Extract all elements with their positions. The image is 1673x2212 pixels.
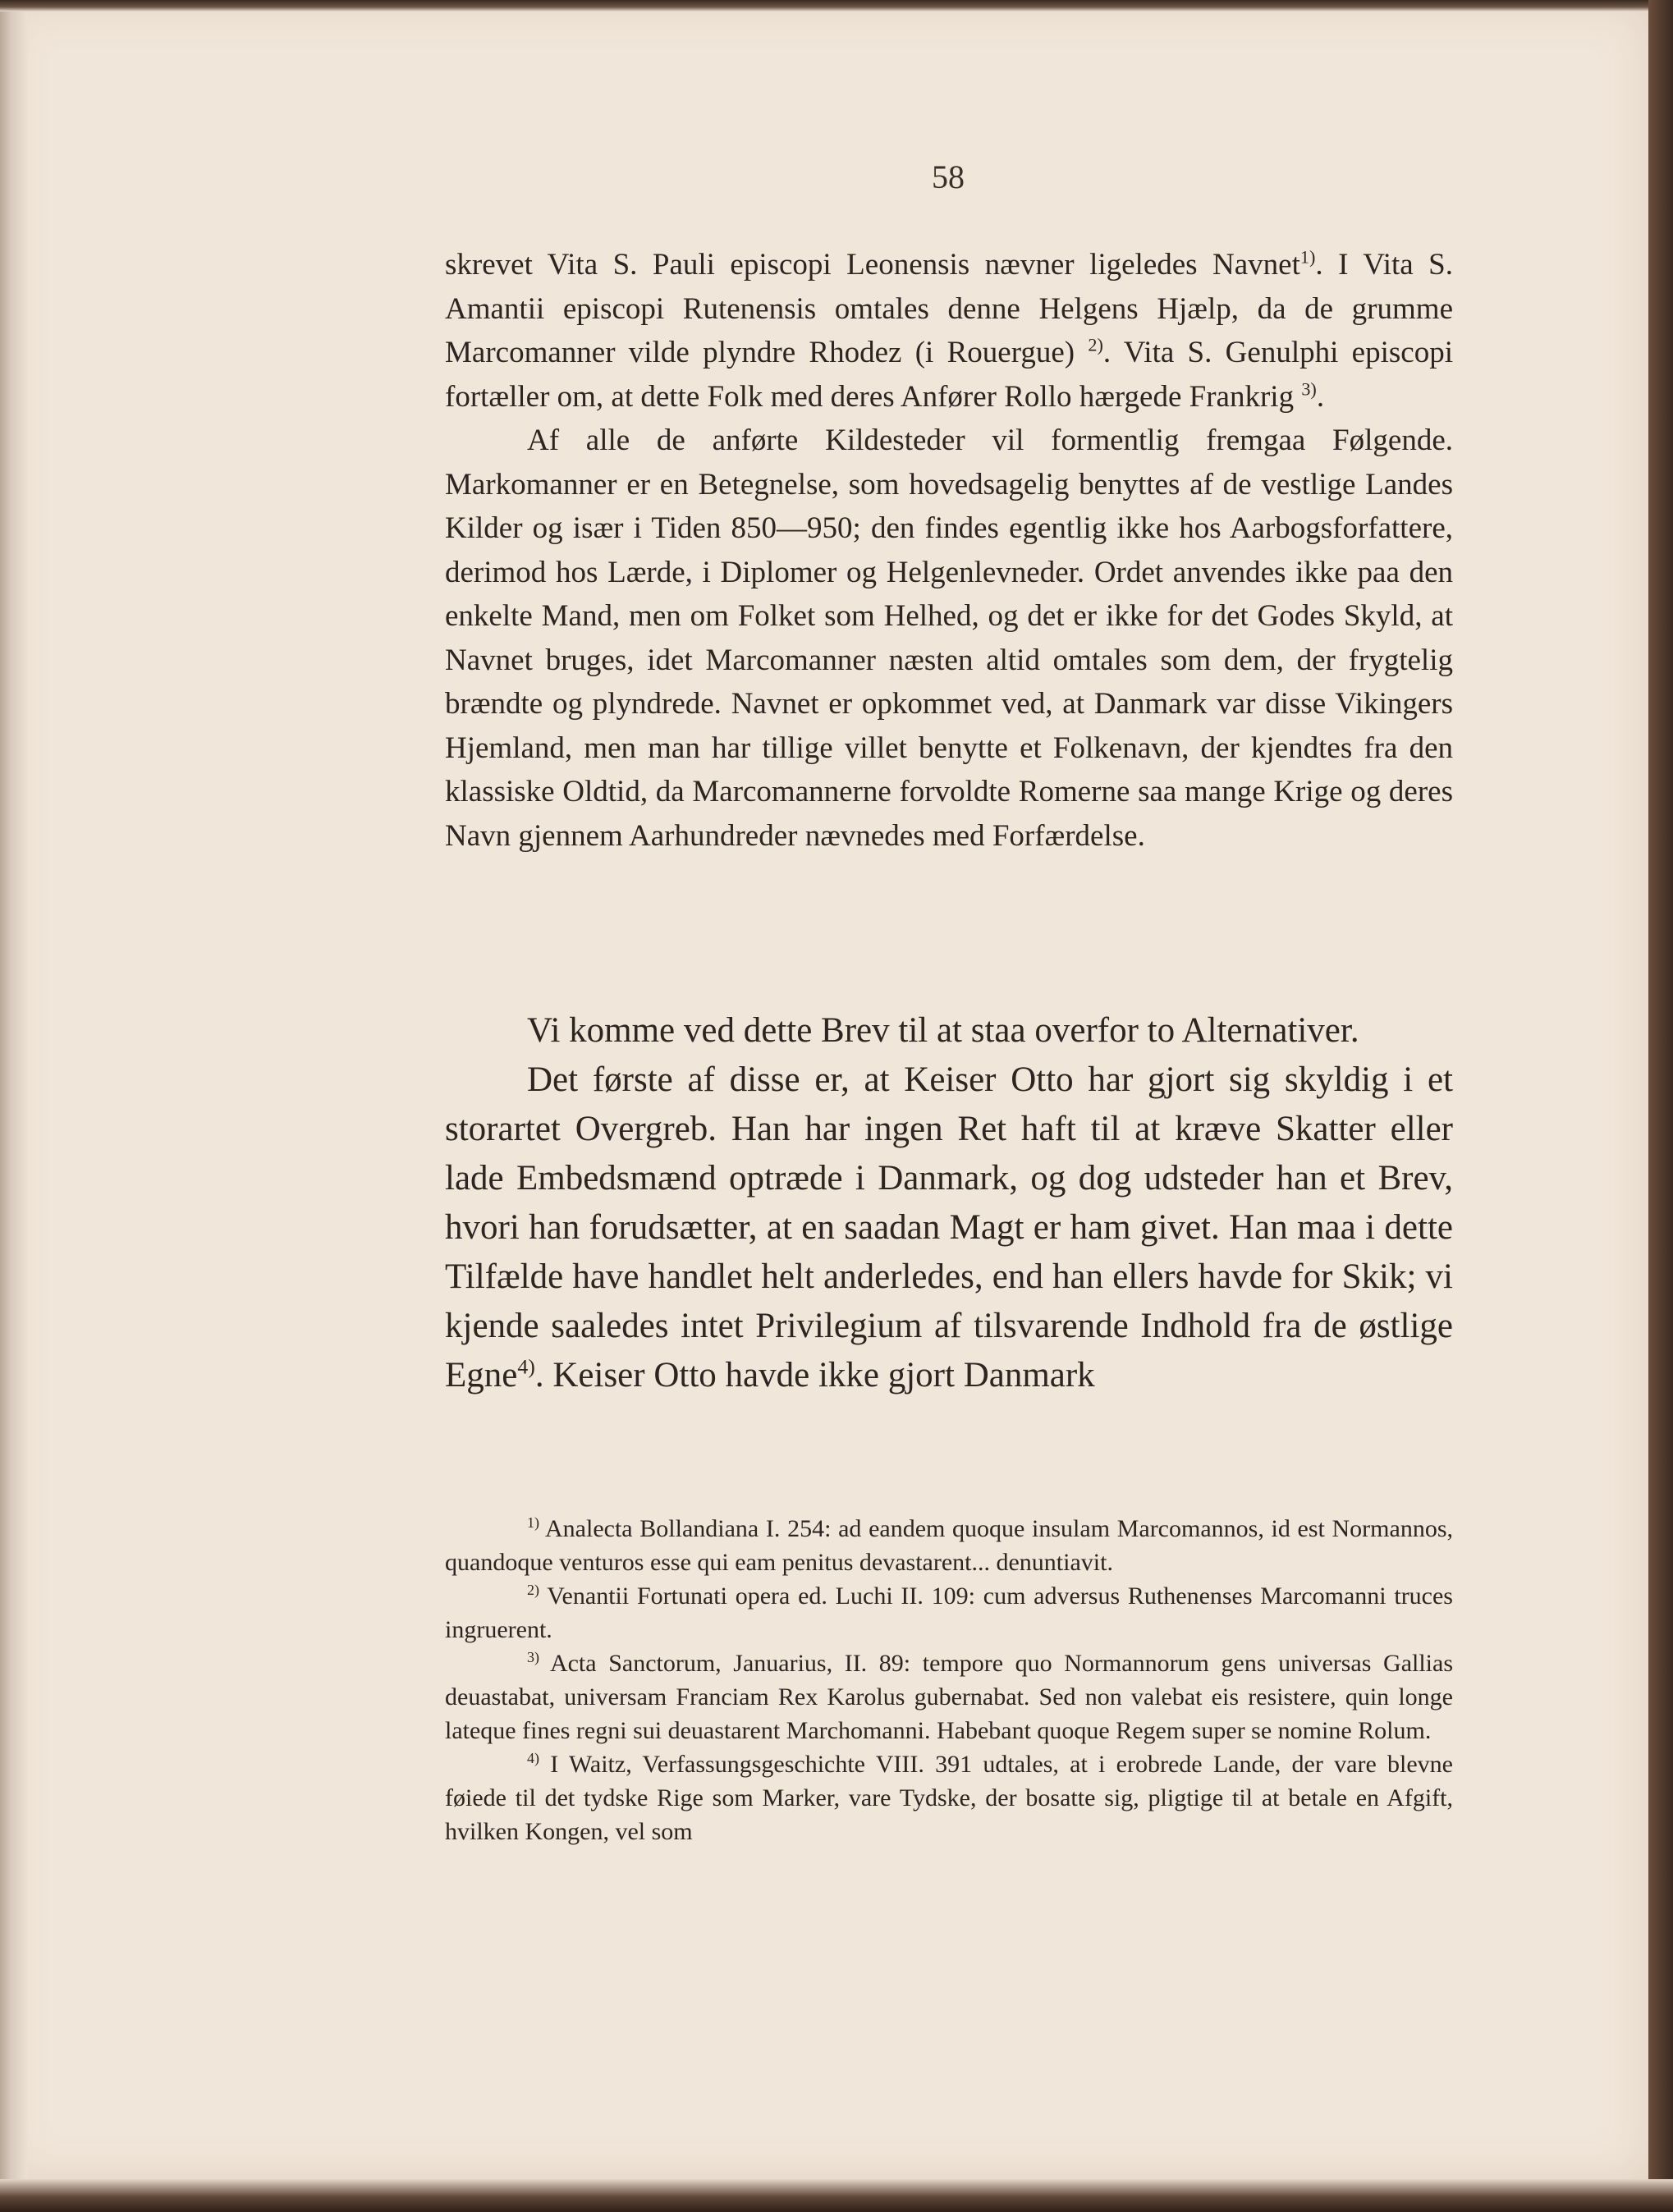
footnote-4 bbox=[445, 1747, 1453, 1848]
footnote-mark-2: 2) bbox=[527, 1582, 539, 1599]
footnote-2-text: Venantii Fortunati opera ed. Luchi II. 109: cum adversus Ruthenenses Marcomanni truces ingruerent. bbox=[445, 1582, 1453, 1643]
paragraph-4 bbox=[445, 1056, 1453, 1400]
paragraph-1-text-cont2: . Vita S. Genulphi episcopi fortæller om, at dette Folk med deres Anfører Rollo hærgede Frankrig bbox=[445, 336, 1453, 414]
footnote-1 bbox=[445, 1512, 1453, 1579]
body-text-lower bbox=[445, 1006, 1453, 1400]
page-number: 58 bbox=[932, 158, 965, 195]
page-gutter bbox=[0, 0, 28, 2183]
page-top-edge bbox=[0, 0, 1673, 11]
footnote-1-text: Analecta Bollandiana I. 254: ad eandem quoque insulam Marcomannos, id est Normannos, quandoque venturos esse qui eam penitus devastarent... denuntiavit. bbox=[445, 1515, 1453, 1576]
footnote-2 bbox=[445, 1579, 1453, 1646]
paragraph-4-text-end: . Keiser Otto havde ikke gjort Danmark bbox=[534, 1356, 1095, 1395]
footnotes bbox=[445, 1512, 1453, 1848]
book-cover-edge bbox=[1648, 0, 1673, 2212]
footnote-mark-4: 4) bbox=[527, 1750, 539, 1767]
footnote-4-text: I Waitz, Verfassungsgeschichte VIII. 391 udtales, at i erobrede Lande, der vare blevne føiede til det tydske Rige som Marker, vare Tydske, der bosatte sig, pligtige til at betale en Afgift, hvilken Kongen, vel som bbox=[445, 1751, 1453, 1845]
footnote-3-text: Acta Sanctorum, Januarius, II. 89: tempore quo Normannorum gens universas Gallias deuastabat, universam Franciam Rex Karolus gubernabat. Sed non valebat eis resistere, quin longe lateque fines regni sui deuastarent Marchomanni. Habebant quoque Regem super se nomine Rolum. bbox=[445, 1650, 1453, 1744]
footnote-mark-3: 3) bbox=[527, 1649, 539, 1666]
paragraph-3: Vi komme ved dette Brev til at staa overfor to Alternativer. bbox=[527, 1011, 1359, 1050]
paragraph-4-text: Det første af disse er, at Keiser Otto har gjort sig skyldig i et storartet Overgreb. Han har ingen Ret haft til at kræve Skatter eller lade Embedsmænd optræde i Danmark, og dog udsteder han et Brev, hvori han forudsætter, at en saadan Magt er ham givet. Han maa i dette Tilfælde have handlet helt anderledes, end han ellers havde for Skik; vi kjende saaledes intet Privilegium af tilsvarende Indhold fra de østlige Egne bbox=[445, 1060, 1453, 1395]
paragraph-1 bbox=[445, 243, 1453, 419]
paragraph-1-text: skrevet Vita S. Pauli episcopi Leonensis nævner ligeledes Navnet bbox=[445, 248, 1300, 282]
footnote-ref-3: 3) bbox=[1301, 378, 1317, 400]
paragraph-2: Af alle de anførte Kildesteder vil formentlig fremgaa Følgende. Markomanner er en Betegnelse, som hovedsagelig benyttes af de vestlige Landes Kilder og især i Tiden 850—950; den findes egentlig ikke hos Aarbogsforfattere, derimod hos Lærde, i Diplomer og Helgenlevneder. Ordet anvendes ikke paa den enkelte Mand, men om Folket som Helhed, og det er ikke for det Godes Skyld, at Navnet bruges, idet Marcomanner næsten altid omtales som dem, der frygtelig brændte og plyndrede. Navnet er opkommet ved, at Danmark var disse Vikingers Hjemland, men man har tillige villet benytte et Folkenavn, der kjendtes fra den klassiske Oldtid, da Marcomannerne forvoldte Romerne saa mange Krige og deres Navn gjennem Aarhundreder nævnedes med Forfærdelse. bbox=[445, 424, 1453, 853]
footnote-ref-4: 4) bbox=[517, 1354, 535, 1379]
footnote-ref-2: 2) bbox=[1088, 334, 1103, 355]
paragraph-1-text-end: . bbox=[1316, 379, 1325, 414]
body-text-upper bbox=[445, 243, 1453, 858]
footnote-ref-1: 1) bbox=[1299, 246, 1316, 268]
paragraph-1-text-cont: . I Vita S. Amantii episcopi Rutenensis omtales denne Helgens Hjælp, da de grumme Marcomanner vilde plyndre Rhodez (i Rouergue) bbox=[445, 248, 1453, 369]
footnote-3 bbox=[445, 1646, 1453, 1747]
book-bottom-edge bbox=[0, 2179, 1673, 2212]
footnote-mark-1: 1) bbox=[527, 1514, 539, 1532]
